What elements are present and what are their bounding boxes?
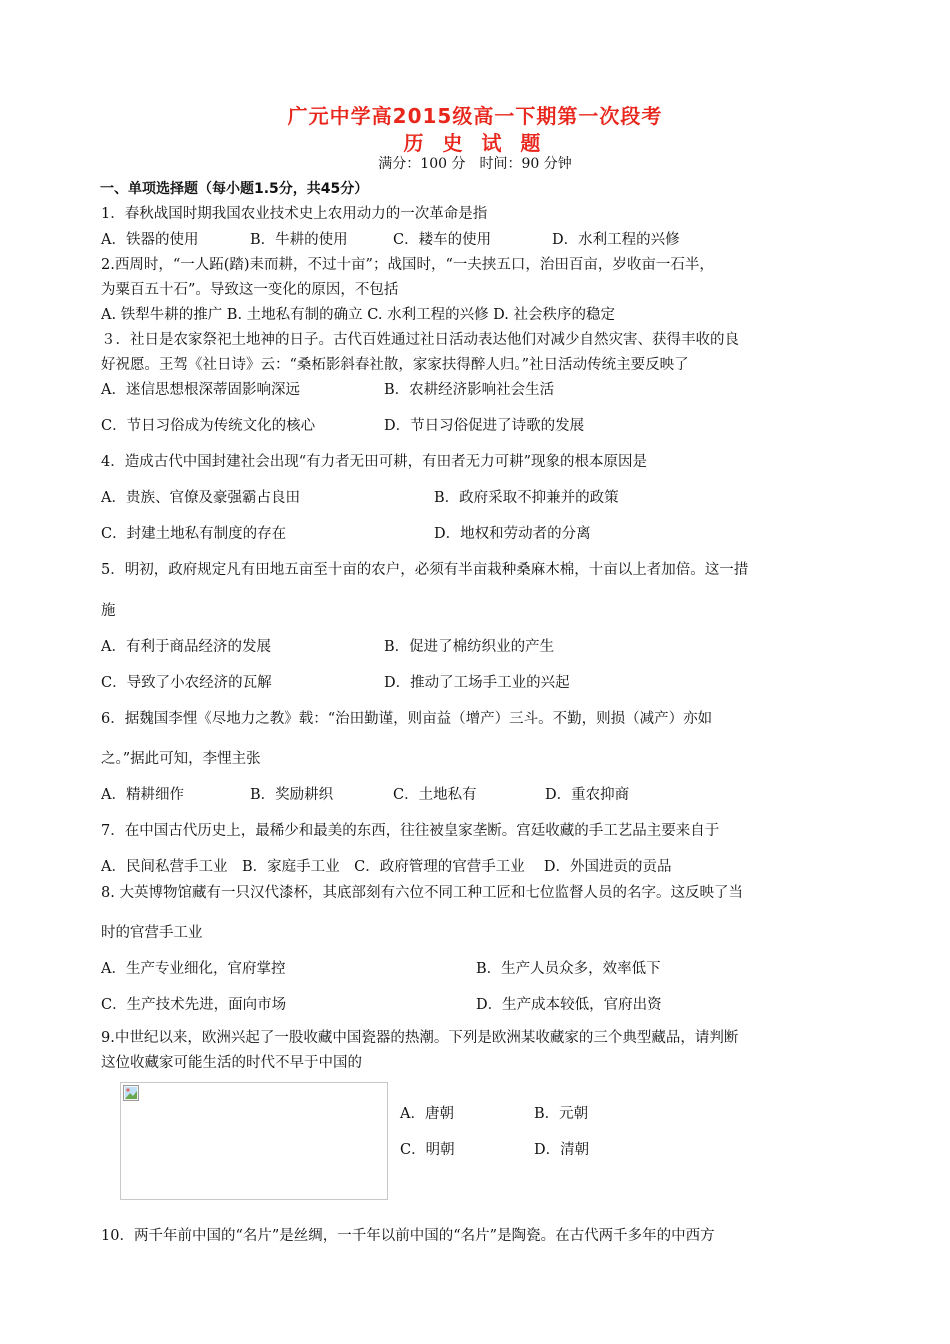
q3-stem-line2: 好祝愿。王驾《社日诗》云：“桑柘影斜春社散，家家扶得醉人归。”社日活动传统主要反映了 <box>101 357 689 373</box>
q6-option-d: D．重农抑商 <box>545 787 630 803</box>
q1-option-a: A．铁器的使用 <box>101 232 199 248</box>
q6-option-b: B．奖励耕织 <box>250 787 334 803</box>
q6-option-c: C．土地私有 <box>393 787 477 803</box>
q5-stem-line1: 5．明初，政府规定凡有田地五亩至十亩的农户，必须有半亩栽种桑麻木棉，十亩以上者加倍。这一措 <box>101 562 749 578</box>
q2-options: A. 铁犁牛耕的推广 B. 土地私有制的确立 C. 水利工程的兴修 D. 社会秩序的稳定 <box>101 307 616 323</box>
q8-option-c: C．生产技术先进，面向市场 <box>101 997 287 1013</box>
q5-stem-line2: 施 <box>101 603 116 619</box>
q8-option-a: A．生产专业细化，官府掌控 <box>101 961 286 977</box>
exam-subject: 历 史 试 题 <box>403 131 547 155</box>
section-heading: 一、单项选择题（每小题1.5分，共45分） <box>100 181 369 197</box>
q6-stem-line2: 之。”据此可知，李悝主张 <box>101 751 261 767</box>
broken-image-icon <box>123 1085 139 1101</box>
q9-stem-line1: 9.中世纪以来，欧洲兴起了一股收藏中国瓷器的热潮。下列是欧洲某收藏家的三个典型藏品，请判断 <box>101 1030 739 1046</box>
q3-option-a: A．迷信思想根深蒂固影响深远 <box>101 382 300 398</box>
q5-option-b: B．促进了棉纺织业的产生 <box>384 639 555 655</box>
q7-options: A．民间私营手工业 B．家庭手工业 C．政府管理的官营手工业 D．外国进贡的贡品 <box>101 859 672 875</box>
q10-stem: 10．两千年前中国的“名片”是丝绸，一千年以前中国的“名片”是陶瓷。在古代两千多年的中西方 <box>101 1228 715 1244</box>
q3-option-b: B．农耕经济影响社会生活 <box>384 382 555 398</box>
q8-stem-line1: 8. 大英博物馆藏有一只汉代漆杯，其底部刻有六位不同工种工匠和七位监督人员的名字。这反映了当 <box>101 885 743 901</box>
q9-option-d: D．清朝 <box>534 1142 590 1158</box>
q7-stem: 7．在中国古代历史上，最稀少和最美的东西，往往被皇家垄断。宫廷收藏的手工艺品主要来自于 <box>101 823 720 839</box>
q2-stem-line1: 2.西周时，“一人跖(踏)耒而耕，不过十亩”；战国时，“一夫挟五口，治田百亩，岁收亩一石半， <box>101 257 714 273</box>
q9-stem-line2: 这位收藏家可能生活的时代不早于中国的 <box>101 1055 362 1071</box>
q4-option-a: A．贵族、官僚及豪强霸占良田 <box>101 490 300 506</box>
q8-stem-line2: 时的官营手工业 <box>101 925 203 941</box>
q9-option-c: C．明朝 <box>400 1142 455 1158</box>
q4-option-b: B．政府采取不抑兼并的政策 <box>434 490 619 506</box>
collection-image-placeholder <box>120 1082 388 1200</box>
q3-option-c: C．节日习俗成为传统文化的核心 <box>101 418 316 434</box>
q4-stem: 4．造成古代中国封建社会出现“有力者无田可耕，有田者无力可耕”现象的根本原因是 <box>101 454 648 470</box>
q1-stem: 1．春秋战国时期我国农业技术史上农用动力的一次革命是指 <box>101 206 488 222</box>
q5-option-c: C．导致了小农经济的瓦解 <box>101 675 272 691</box>
q8-option-b: B．生产人员众多，效率低下 <box>476 961 661 977</box>
q2-stem-line2: 为粟百五十石”。导致这一变化的原因，不包括 <box>101 282 399 298</box>
q4-option-c: C．封建土地私有制度的存在 <box>101 526 287 542</box>
q5-option-a: A．有利于商品经济的发展 <box>101 639 271 655</box>
exam-title: 广元中学高2015级高一下期第一次段考 <box>287 104 663 128</box>
q6-option-a: A．精耕细作 <box>101 787 184 803</box>
q3-option-d: D．节日习俗促进了诗歌的发展 <box>384 418 585 434</box>
q8-option-d: D．生产成本较低，官府出资 <box>476 997 662 1013</box>
q3-stem-line1: ３．社日是农家祭祀土地神的日子。古代百姓通过社日活动表达他们对减少自然灾害、获得丰收的良 <box>101 332 739 348</box>
q9-option-b: B．元朝 <box>534 1106 589 1122</box>
q6-stem-line1: 6．据魏国李悝《尽地力之教》载：“治田勤谨，则亩益（增产）三斗。不勤，则损（减产）亦如 <box>101 711 713 727</box>
q1-option-b: B．牛耕的使用 <box>250 232 348 248</box>
exam-meta: 满分：100 分 时间：90 分钟 <box>378 156 572 172</box>
q5-option-d: D．推动了工场手工业的兴起 <box>384 675 570 691</box>
q1-option-d: D．水利工程的兴修 <box>552 232 680 248</box>
q1-option-c: C．耧车的使用 <box>393 232 492 248</box>
q4-option-d: D．地权和劳动者的分离 <box>434 526 591 542</box>
q9-option-a: A．唐朝 <box>400 1106 454 1122</box>
